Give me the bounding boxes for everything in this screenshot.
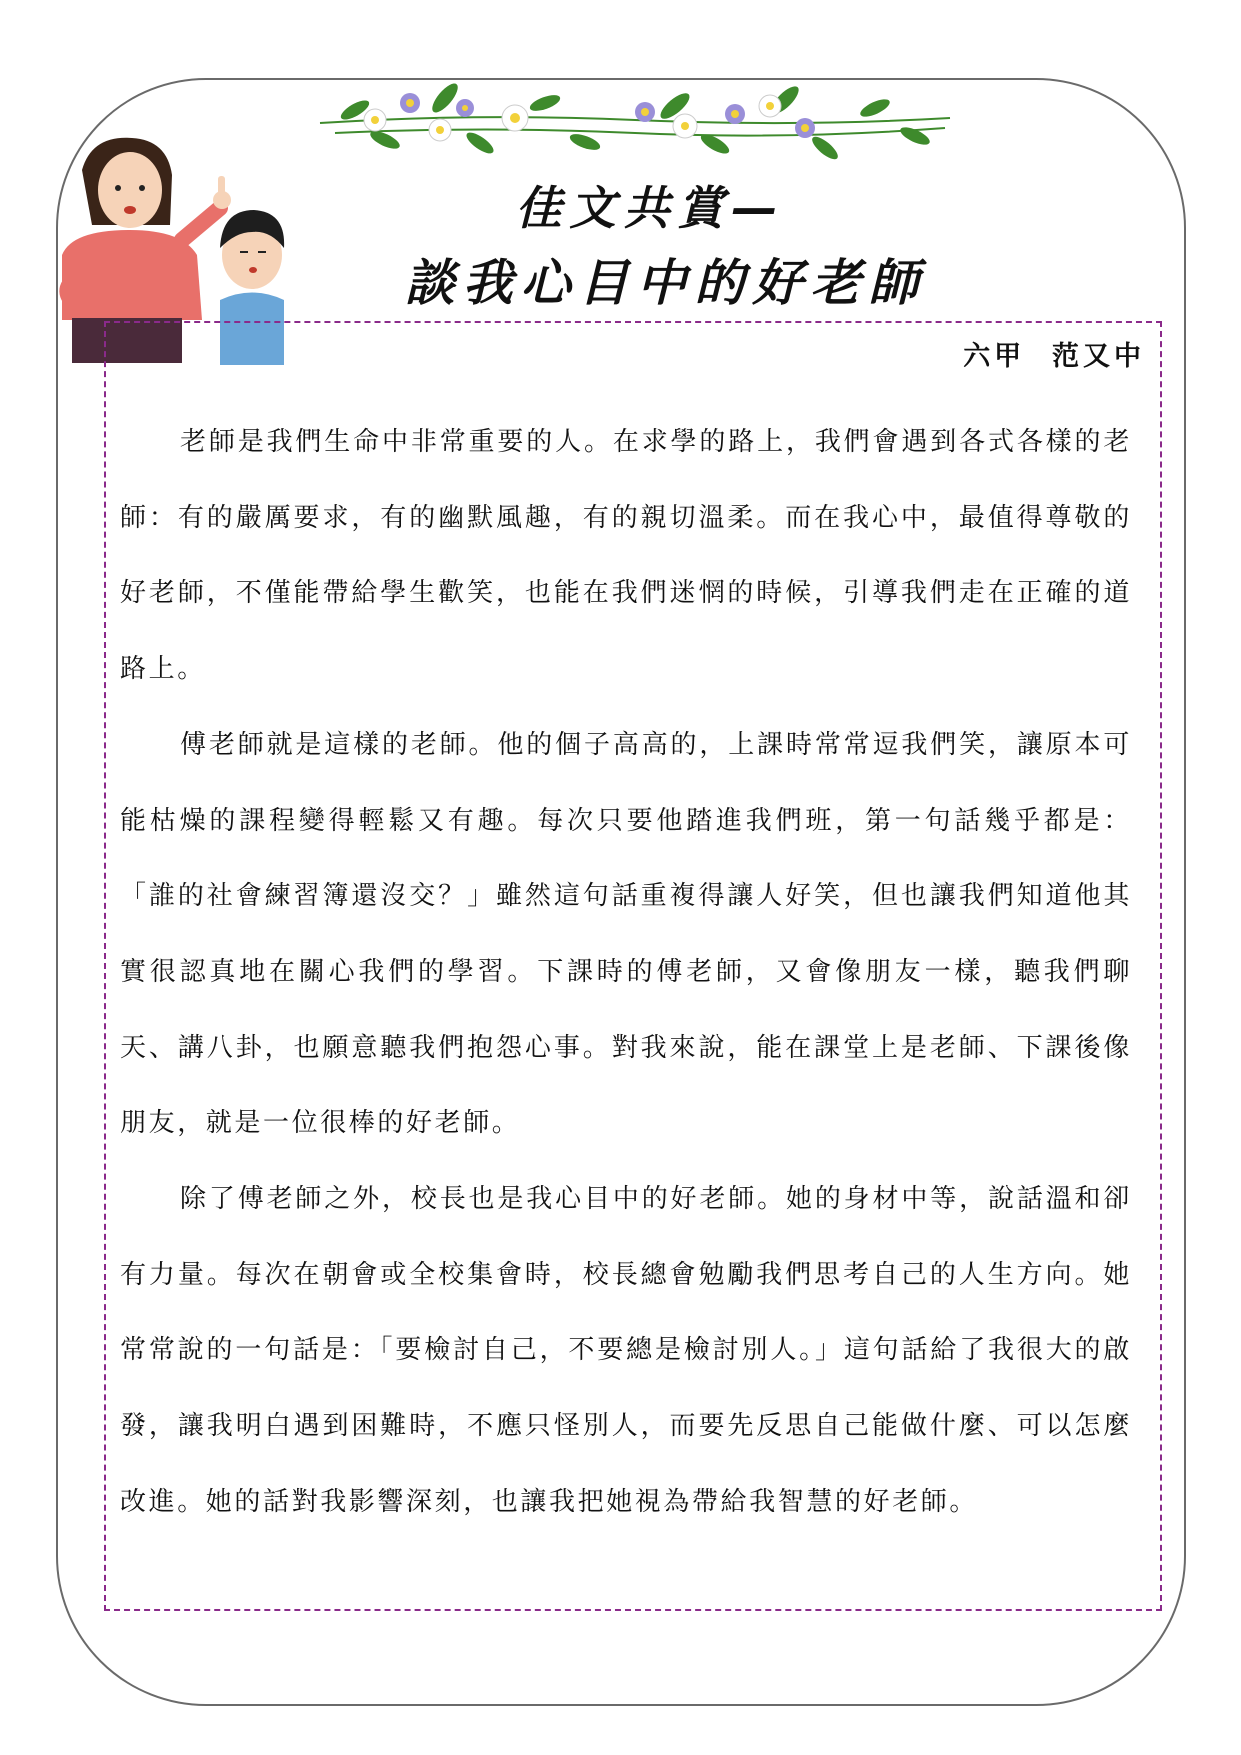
- page-title-line-1: 佳文共賞—: [515, 181, 786, 235]
- paragraph-1: 老師是我們生命中非常重要的人。在求學的路上，我們會遇到各式各樣的老師：有的嚴厲要求，有的幽默風趣，有的親切溫柔。而在我心中，最值得尊敬的好老師，不僅能帶給學生歡笑，也能在我們迷惘的時候，引導我們走在正確的道路上。: [120, 427, 1132, 685]
- page-title-line-2: 談我心目中的好老師: [404, 254, 927, 312]
- article-body: [120, 405, 1132, 1541]
- paragraph-2: 傅老師就是這樣的老師。他的個子高高的，上課時常常逗我們笑，讓原本可能枯燥的課程變得輕鬆又有趣。每次只要他踏進我們班，第一句話幾乎都是：「誰的社會練習簿還沒交？」雖然這句話重複得讓人好笑，但也讓我們知道他其實很認真地在關心我們的學習。下課時的傅老師，又會像朋友一樣，聽我們聊天、講八卦，也願意聽我們抱怨心事。對我來說，能在課堂上是老師、下課後像朋友，就是一位很棒的好老師。: [120, 729, 1132, 1139]
- author-name: 六甲 范又中: [963, 341, 1145, 372]
- flower-garland-icon: [315, 78, 955, 178]
- paragraph-3: 除了傅老師之外，校長也是我心目中的好老師。她的身材中等，說話溫和卻有力量。每次在朝會或全校集會時，校長總會勉勵我們思考自己的人生方向。她常常說的一句話是：「要檢討自己，不要總是檢討別人。」這句話給了我很大的啟發，讓我明白遇到困難時，不應只怪別人，而要先反思自己能做什麼、可以怎麼改進。她的話對我影響深刻，也讓我把她視為帶給我智慧的好老師。: [120, 1184, 1132, 1517]
